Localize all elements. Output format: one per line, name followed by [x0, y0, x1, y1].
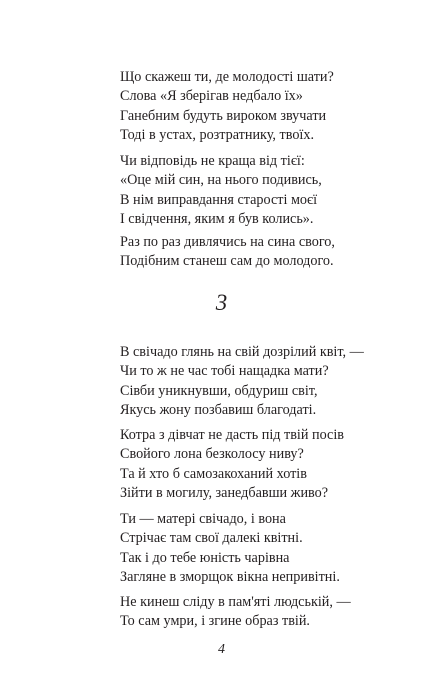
- poem-line: Ти — матері свічадо, і вона: [120, 511, 286, 527]
- stanza-1: [120, 343, 420, 421]
- poem-line: Якусь жону позбавиш благодаті.: [120, 402, 317, 419]
- poem-line: Що скажеш ти, де молодості шати?: [120, 69, 334, 85]
- stanza-3: [120, 510, 420, 588]
- poem-line: Та й хто б самозакоханий хотів: [120, 465, 307, 482]
- stanza-continuation-2: [120, 152, 420, 230]
- poem-line: Котра з дівчат не дасть під твій посів: [120, 427, 344, 443]
- section-number: 3: [215, 290, 228, 315]
- poem-line: Не кинеш сліду в пам'яті людській, —: [120, 594, 351, 610]
- poem-line: Ганебним будуть вироком звучати: [120, 107, 327, 124]
- poem-line: В свічадо глянь на свій дозрілий квіт, —: [120, 344, 364, 360]
- poem-line: Чи відповідь не краща від тієї:: [120, 153, 305, 169]
- poem-line: Свойого лона безколосу ниву?: [120, 446, 304, 463]
- poem-line: Так і до тебе юність чарівна: [120, 549, 290, 566]
- stanza-2: [120, 426, 420, 504]
- page-number: 4: [218, 642, 225, 657]
- poem-line: Раз по раз дивлячись на сина свого,: [120, 234, 335, 250]
- poem-line: Слова «Я зберігав недбало їх»: [120, 88, 303, 105]
- stanza-continuation-1: [120, 68, 420, 146]
- poem-line: Загляне в зморщок вікна непривітні.: [120, 569, 340, 586]
- poem-line: «Оце мій син, на нього подивись,: [120, 172, 322, 189]
- poem-line: І свідчення, яким я був колись».: [120, 211, 314, 228]
- poem-line: Тоді в устах, розтратнику, твоїх.: [120, 127, 314, 144]
- poem-line: Сівби уникнувши, обдуриш світ,: [120, 382, 318, 399]
- poem-line: Зійти в могилу, занедбавши живо?: [120, 485, 329, 502]
- poem-line: Стрічає там свої далекі квітні.: [120, 530, 303, 547]
- stanza-couplet: [120, 593, 420, 632]
- stanza-continuation-couplet: [120, 233, 420, 272]
- poem-line: Подібним станеш сам до молодого.: [120, 253, 334, 270]
- poem-line: В нім виправдання старості моєї: [120, 191, 318, 208]
- poem-line: То сам умри, і згине образ твій.: [120, 613, 310, 630]
- poem-line: Чи то ж не час тобі нащадка мати?: [120, 363, 329, 380]
